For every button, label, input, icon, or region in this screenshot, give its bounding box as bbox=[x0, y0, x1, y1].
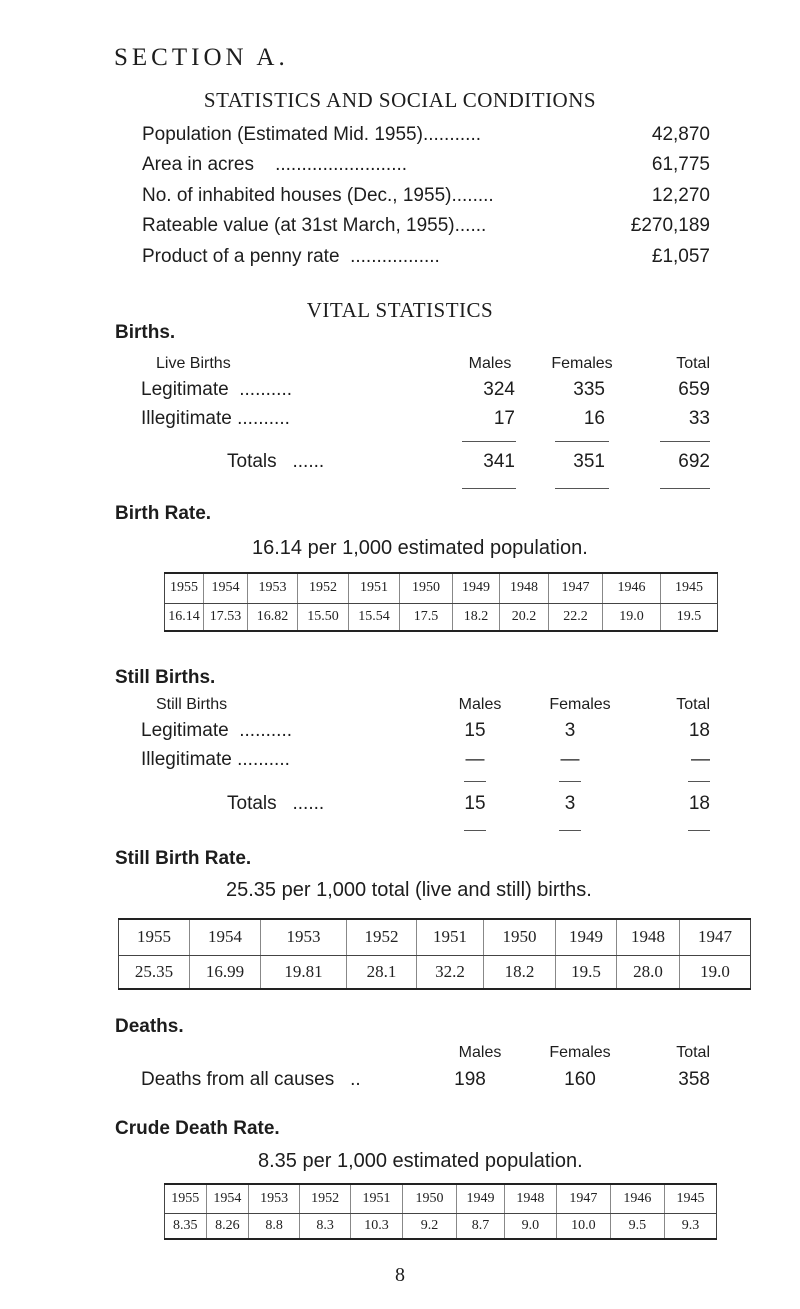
cell-females: — bbox=[560, 749, 580, 770]
rate-cell: 8.8 bbox=[249, 1213, 300, 1239]
total-males: 15 bbox=[464, 793, 486, 814]
year-cell: 1954 bbox=[190, 919, 261, 955]
total-females: 3 bbox=[564, 793, 576, 814]
year-cell: 1952 bbox=[298, 573, 349, 603]
cell-males: 17 bbox=[493, 408, 515, 429]
rate-cell: 18.2 bbox=[453, 603, 500, 631]
total-total: 692 bbox=[678, 451, 710, 472]
year-cell: 1953 bbox=[249, 1184, 300, 1213]
col-females: Females bbox=[549, 696, 611, 713]
rate-cell: 19.0 bbox=[603, 603, 661, 631]
year-cell: 1949 bbox=[556, 919, 617, 955]
rate-cell: 8.35 bbox=[173, 1217, 198, 1233]
rate-row bbox=[119, 955, 751, 989]
year-cell: 1949 bbox=[457, 1184, 505, 1213]
rate-cell: 16.14 bbox=[168, 608, 200, 624]
year-cell: 1950 bbox=[400, 573, 453, 603]
year-cell: 1947 bbox=[680, 919, 751, 955]
still-birth-rate-text: 25.35 per 1,000 total (live and still) births. bbox=[226, 879, 592, 901]
year-cell: 1952 bbox=[300, 1184, 351, 1213]
rate-cell: 19.81 bbox=[261, 955, 347, 989]
rate-cell: 17.5 bbox=[400, 603, 453, 631]
cell-males: 15 bbox=[464, 720, 486, 741]
cell-total: 358 bbox=[678, 1069, 710, 1090]
stat-label: Product of a penny rate ................. bbox=[142, 246, 440, 267]
rate-cell: 15.54 bbox=[349, 603, 400, 631]
section-heading: SECTION A. bbox=[114, 44, 289, 71]
stat-label: Rateable value (at 31st March, 1955)...... bbox=[142, 215, 487, 236]
year-cell: 1948 bbox=[500, 573, 549, 603]
col-females: Females bbox=[549, 1044, 611, 1061]
year-cell: 1949 bbox=[453, 573, 500, 603]
year-cell: 1955 bbox=[165, 1184, 207, 1213]
cell-females: 160 bbox=[564, 1069, 596, 1090]
death-rate-heading: Crude Death Rate. bbox=[115, 1118, 280, 1139]
sum-rule bbox=[660, 488, 710, 489]
sum-rule bbox=[559, 830, 581, 831]
year-cell: 1945 bbox=[661, 573, 718, 603]
stat-label: Population (Estimated Mid. 1955)........... bbox=[142, 124, 482, 145]
year-cell: 1947 bbox=[556, 1184, 610, 1213]
cell-males: 198 bbox=[454, 1069, 486, 1090]
rate-cell: 16.82 bbox=[248, 603, 298, 631]
rate-cell: 10.0 bbox=[556, 1213, 610, 1239]
col-total: Total bbox=[676, 1044, 710, 1061]
vital-statistics-title: VITAL STATISTICS bbox=[306, 298, 494, 322]
year-cell: 1948 bbox=[504, 1184, 556, 1213]
stat-label: Area in acres ......................... bbox=[142, 154, 408, 175]
rate-cell: 28.1 bbox=[347, 955, 417, 989]
cell-males: — bbox=[465, 749, 485, 770]
rate-cell: 20.2 bbox=[500, 603, 549, 631]
col-females: Females bbox=[551, 355, 613, 372]
col-live-births: Live Births bbox=[156, 355, 231, 372]
rate-cell: 8.3 bbox=[300, 1213, 351, 1239]
year-cell: 1946 bbox=[610, 1184, 664, 1213]
still-birth-rate-heading: Still Birth Rate. bbox=[115, 848, 252, 869]
total-females: 351 bbox=[573, 451, 605, 472]
sum-rule bbox=[555, 441, 609, 442]
year-cell: 1955 bbox=[165, 573, 204, 603]
year-cell: 1950 bbox=[403, 1184, 457, 1213]
stat-value: £1,057 bbox=[651, 246, 710, 267]
total-total: 18 bbox=[688, 793, 710, 814]
deaths-heading: Deaths. bbox=[115, 1016, 184, 1037]
rate-cell: 16.99 bbox=[190, 955, 261, 989]
death-rate-text: 8.35 per 1,000 estimated population. bbox=[258, 1150, 583, 1172]
rate-cell: 10.3 bbox=[351, 1213, 403, 1239]
sum-rule bbox=[688, 781, 710, 782]
rate-cell: 32.2 bbox=[417, 955, 484, 989]
cell-total: 18 bbox=[688, 720, 710, 741]
year-row bbox=[165, 1184, 717, 1213]
year-cell: 1947 bbox=[549, 573, 603, 603]
col-males: Males bbox=[458, 1044, 502, 1061]
year-cell: 1953 bbox=[248, 573, 298, 603]
sum-rule bbox=[555, 488, 609, 489]
statistics-title: STATISTICS AND SOCIAL CONDITIONS bbox=[203, 88, 597, 112]
year-cell: 1951 bbox=[417, 919, 484, 955]
col-total: Total bbox=[676, 355, 710, 372]
cell-total: 659 bbox=[678, 379, 710, 400]
sum-rule bbox=[559, 781, 581, 782]
birth-rate-heading: Birth Rate. bbox=[115, 503, 212, 524]
sum-rule bbox=[464, 830, 486, 831]
year-cell: 1945 bbox=[664, 1184, 716, 1213]
sum-rule bbox=[660, 441, 710, 442]
year-row bbox=[119, 919, 751, 955]
deaths-row-label: Deaths from all causes .. bbox=[141, 1069, 361, 1090]
year-cell: 1950 bbox=[484, 919, 556, 955]
sum-rule bbox=[462, 488, 516, 489]
sum-rule bbox=[688, 830, 710, 831]
year-cell: 1952 bbox=[347, 919, 417, 955]
rate-cell: 15.50 bbox=[298, 603, 349, 631]
year-cell: 1951 bbox=[351, 1184, 403, 1213]
rate-row bbox=[165, 603, 718, 631]
row-label: Legitimate .......... bbox=[141, 720, 293, 741]
stat-value: 12,270 bbox=[651, 185, 710, 206]
rate-cell: 17.53 bbox=[204, 603, 248, 631]
totals-label: Totals ...... bbox=[227, 793, 325, 814]
rate-cell: 19.0 bbox=[680, 955, 751, 989]
rate-cell: 19.5 bbox=[661, 603, 718, 631]
sum-rule bbox=[464, 781, 486, 782]
birth-rate-history-table bbox=[164, 572, 718, 632]
year-cell: 1954 bbox=[206, 1184, 249, 1213]
cell-males: 324 bbox=[483, 379, 515, 400]
stat-value: 42,870 bbox=[651, 124, 710, 145]
rate-cell: 22.2 bbox=[549, 603, 603, 631]
rate-cell: 19.5 bbox=[556, 955, 617, 989]
births-heading: Births. bbox=[115, 322, 176, 343]
year-row bbox=[165, 573, 718, 603]
stat-value: 61,775 bbox=[651, 154, 710, 175]
total-males: 341 bbox=[483, 451, 515, 472]
year-cell: 1954 bbox=[204, 573, 248, 603]
rate-cell: 9.5 bbox=[610, 1213, 664, 1239]
col-males: Males bbox=[468, 355, 512, 372]
col-males: Males bbox=[458, 696, 502, 713]
totals-label: Totals ...... bbox=[227, 451, 325, 472]
sum-rule bbox=[462, 441, 516, 442]
page-number: 8 bbox=[395, 1264, 405, 1286]
cell-total: — bbox=[691, 749, 710, 770]
year-cell: 1955 bbox=[119, 919, 190, 955]
birth-rate-text: 16.14 per 1,000 estimated population. bbox=[252, 537, 588, 559]
still-births-heading: Still Births. bbox=[115, 667, 216, 688]
stat-label: No. of inhabited houses (Dec., 1955)........ bbox=[142, 185, 494, 206]
row-label: Illegitimate .......... bbox=[141, 408, 290, 429]
col-still-births: Still Births bbox=[156, 696, 228, 713]
year-cell: 1948 bbox=[617, 919, 680, 955]
cell-total: 33 bbox=[688, 408, 710, 429]
year-cell: 1953 bbox=[261, 919, 347, 955]
stat-value: £270,189 bbox=[630, 215, 710, 236]
year-cell: 1951 bbox=[349, 573, 400, 603]
rate-cell: 9.0 bbox=[504, 1213, 556, 1239]
col-total: Total bbox=[676, 696, 710, 713]
year-cell: 1946 bbox=[603, 573, 661, 603]
rate-cell: 9.3 bbox=[664, 1213, 716, 1239]
rate-cell: 8.7 bbox=[457, 1213, 505, 1239]
rate-cell: 8.26 bbox=[206, 1213, 249, 1239]
rate-cell: 25.35 bbox=[134, 961, 174, 981]
rate-cell: 18.2 bbox=[484, 955, 556, 989]
row-label: Legitimate .......... bbox=[141, 379, 293, 400]
row-label: Illegitimate .......... bbox=[141, 749, 290, 770]
death-rate-history-table bbox=[164, 1183, 717, 1240]
still-birth-rate-history-table bbox=[118, 918, 751, 990]
cell-females: 335 bbox=[573, 379, 605, 400]
rate-row bbox=[165, 1213, 717, 1239]
rate-cell: 28.0 bbox=[617, 955, 680, 989]
cell-females: 16 bbox=[583, 408, 605, 429]
cell-females: 3 bbox=[564, 720, 576, 741]
rate-cell: 9.2 bbox=[403, 1213, 457, 1239]
